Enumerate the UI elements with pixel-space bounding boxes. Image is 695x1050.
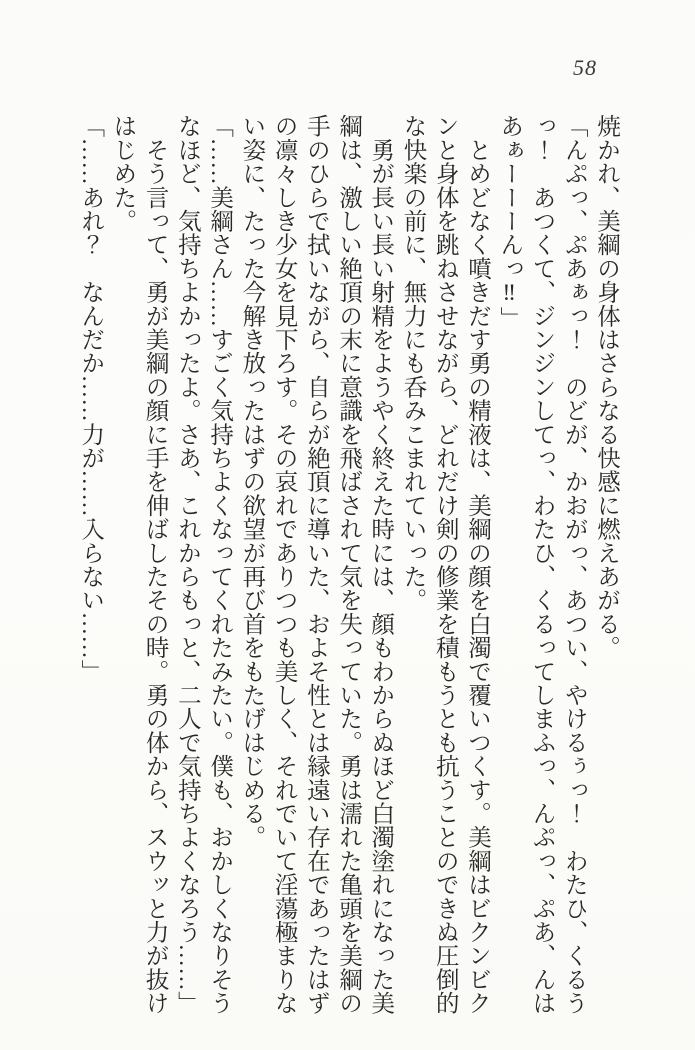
text-column-6: ンと身体を跳ねさせながら、どれだけ剣の修業を積もうとも抗うことのできぬ圧倒的 — [431, 114, 458, 1015]
text-column-5: とめどなく噴きだす勇の精液は、美綱の顔を白濁で覆いつくす。美綱はビクンビク — [464, 114, 490, 1015]
text-column-14: なほど、気持ちよかったよ。さあ、これからもっと、二人で気持ちよくなろう……」 — [173, 114, 200, 1015]
text-column-12: い姿に、たった今解き放ったはずの欲望が再び首をもたげはじめる。 — [238, 114, 265, 849]
text-column-16: はじめた。 — [109, 114, 136, 233]
text-column-15: そう言って、勇が美綱の顔に手を伸ばしたその時。勇の体から、スウッと力が抜け — [141, 114, 168, 1015]
text-column-17: 「……あれ？ なんだか……力が……入らない……」 — [77, 114, 104, 683]
text-column-1: 焼かれ、美綱の身体はさらなる快感に燃えあがる。 — [592, 114, 619, 660]
text-column-11: の凛々しき少女を見下ろす。その哀れでありつつも美しく、それでいて淫蕩極まりな — [270, 114, 297, 1015]
page-number: 58 — [573, 55, 597, 80]
text-column-2: 「んぷっ、ぷあぁっ！ のどが、かおがっ、あつい、やけるぅっ！ わたひ、くるう — [560, 114, 587, 1015]
text-block — [74, 114, 622, 1014]
text-column-8: 勇が長い長い射精をようやく終えた時には、顔もわからぬほど白濁塗れになった美 — [367, 114, 394, 1015]
text-column-3: っ！ あつくて、ジンジンしてっ、わたひ、くるってしまふっ、んぷっ、ぷあ、んは — [528, 114, 555, 1015]
text-column-10: 手のひらで拭いながら、自らが絶頂に導いた、およそ性とは縁遠い存在であったはず — [302, 114, 329, 1015]
text-column-9: 綱は、激しい絶頂の末に意識を飛ばされて気を失っていた。勇は濡れた亀頭を美綱の — [335, 114, 362, 1015]
text-column-7: な快楽の前に、無力にも呑みこまれていった。 — [399, 114, 426, 612]
text-column-13: 「……美綱さん……すごく気持ちよくなってくれたみたい。僕も、おかしくなりそう — [206, 114, 233, 1015]
text-column-4: あぁーーーんっ‼」 — [496, 114, 523, 330]
